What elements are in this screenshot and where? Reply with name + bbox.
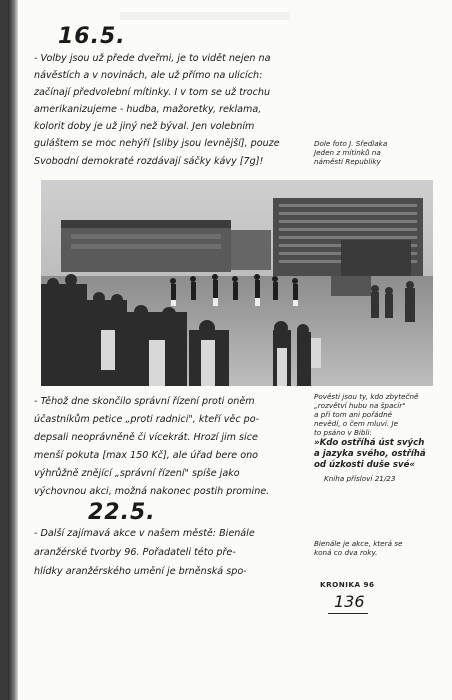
page-number-underline — [328, 613, 368, 614]
entry-line: - Další zajímavá akce v našem městě: Bienále — [34, 528, 255, 539]
chronicle-page — [8, 0, 452, 700]
entry-line: začínají předvolební mítinky. I v tom se už trochu — [34, 87, 271, 98]
quote-line: »Kdo ostříhá úst svých — [314, 438, 425, 448]
side-note-line: koná co dva roky. — [314, 548, 378, 557]
bleed-through-text — [120, 12, 290, 20]
photo-caption-line: Dole foto J. Sředlaka — [314, 139, 388, 148]
entry-line: amerikanizujeme - hudba, mažoretky, reklama, — [34, 104, 262, 115]
entry-line: výchovnou akci, možná nakonec postih promine. — [34, 486, 270, 497]
entry-date: 22.5. — [88, 500, 156, 525]
side-note-line: a při tom ani pořádné — [314, 410, 393, 419]
photo-caption-line: náměstí Republiky — [314, 157, 381, 166]
entry-line: návěstích a v novinách, ale už přímo na ulicích: — [34, 70, 263, 81]
side-note-line: Pověsti jsou ty, kdo zbytečně — [314, 392, 419, 401]
quote-line: a jazyka svého, ostříhá — [314, 449, 426, 459]
entry-line: - Volby jsou už přede dveřmi, je to vidět nejen na — [34, 53, 271, 64]
chronicle-label: KRONIKA 96 — [320, 580, 375, 589]
entry-line: účastníkům petice „proti radnici", kteří věc po- — [34, 414, 260, 425]
side-note-line: to psáno v Bibli: — [314, 428, 372, 437]
entry-line: guláštem se moc nehýří [sliby jsou levnější], pouze — [34, 138, 280, 149]
entry-line: kolorit doby je už jiný než býval. Jen volebním — [34, 121, 255, 132]
quote-source: Kniha přísloví 21/23 — [324, 474, 396, 483]
entry-date: 16.5. — [58, 24, 126, 49]
entry-line: aranžérské tvorby 96. Pořadateli této pře- — [34, 547, 236, 558]
entry-line: výhrůžně znějící „správní řízení" spíše jako — [34, 468, 240, 479]
entry-line: - Těhož dne skončilo správní řízení proti oněm — [34, 396, 255, 407]
entry-line: depsali neoprávněně či vícekrát. Hrozí jim sice — [34, 432, 258, 443]
entry-line: hlídky aranžérského umění je brněnská spo- — [34, 566, 247, 577]
entry-line: Svobodní demokraté rozdávají sáčky kávy [7g]! — [34, 156, 264, 167]
side-note-line: „rozvětví hubu na špacír" — [314, 401, 406, 410]
quote-line: od úzkosti duše své« — [314, 460, 415, 470]
side-note-line: nevědí, o čem mluví. Je — [314, 419, 399, 428]
page-number: 136 — [334, 592, 365, 611]
entry-line: menší pokuta [max 150 Kč], ale úřad bere ono — [34, 450, 259, 461]
side-note-line: Bienále je akce, která se — [314, 539, 403, 548]
page-gutter — [8, 0, 18, 700]
photo-caption-line: Jeden z mítinků na — [314, 148, 381, 157]
rally-photo — [41, 180, 433, 386]
